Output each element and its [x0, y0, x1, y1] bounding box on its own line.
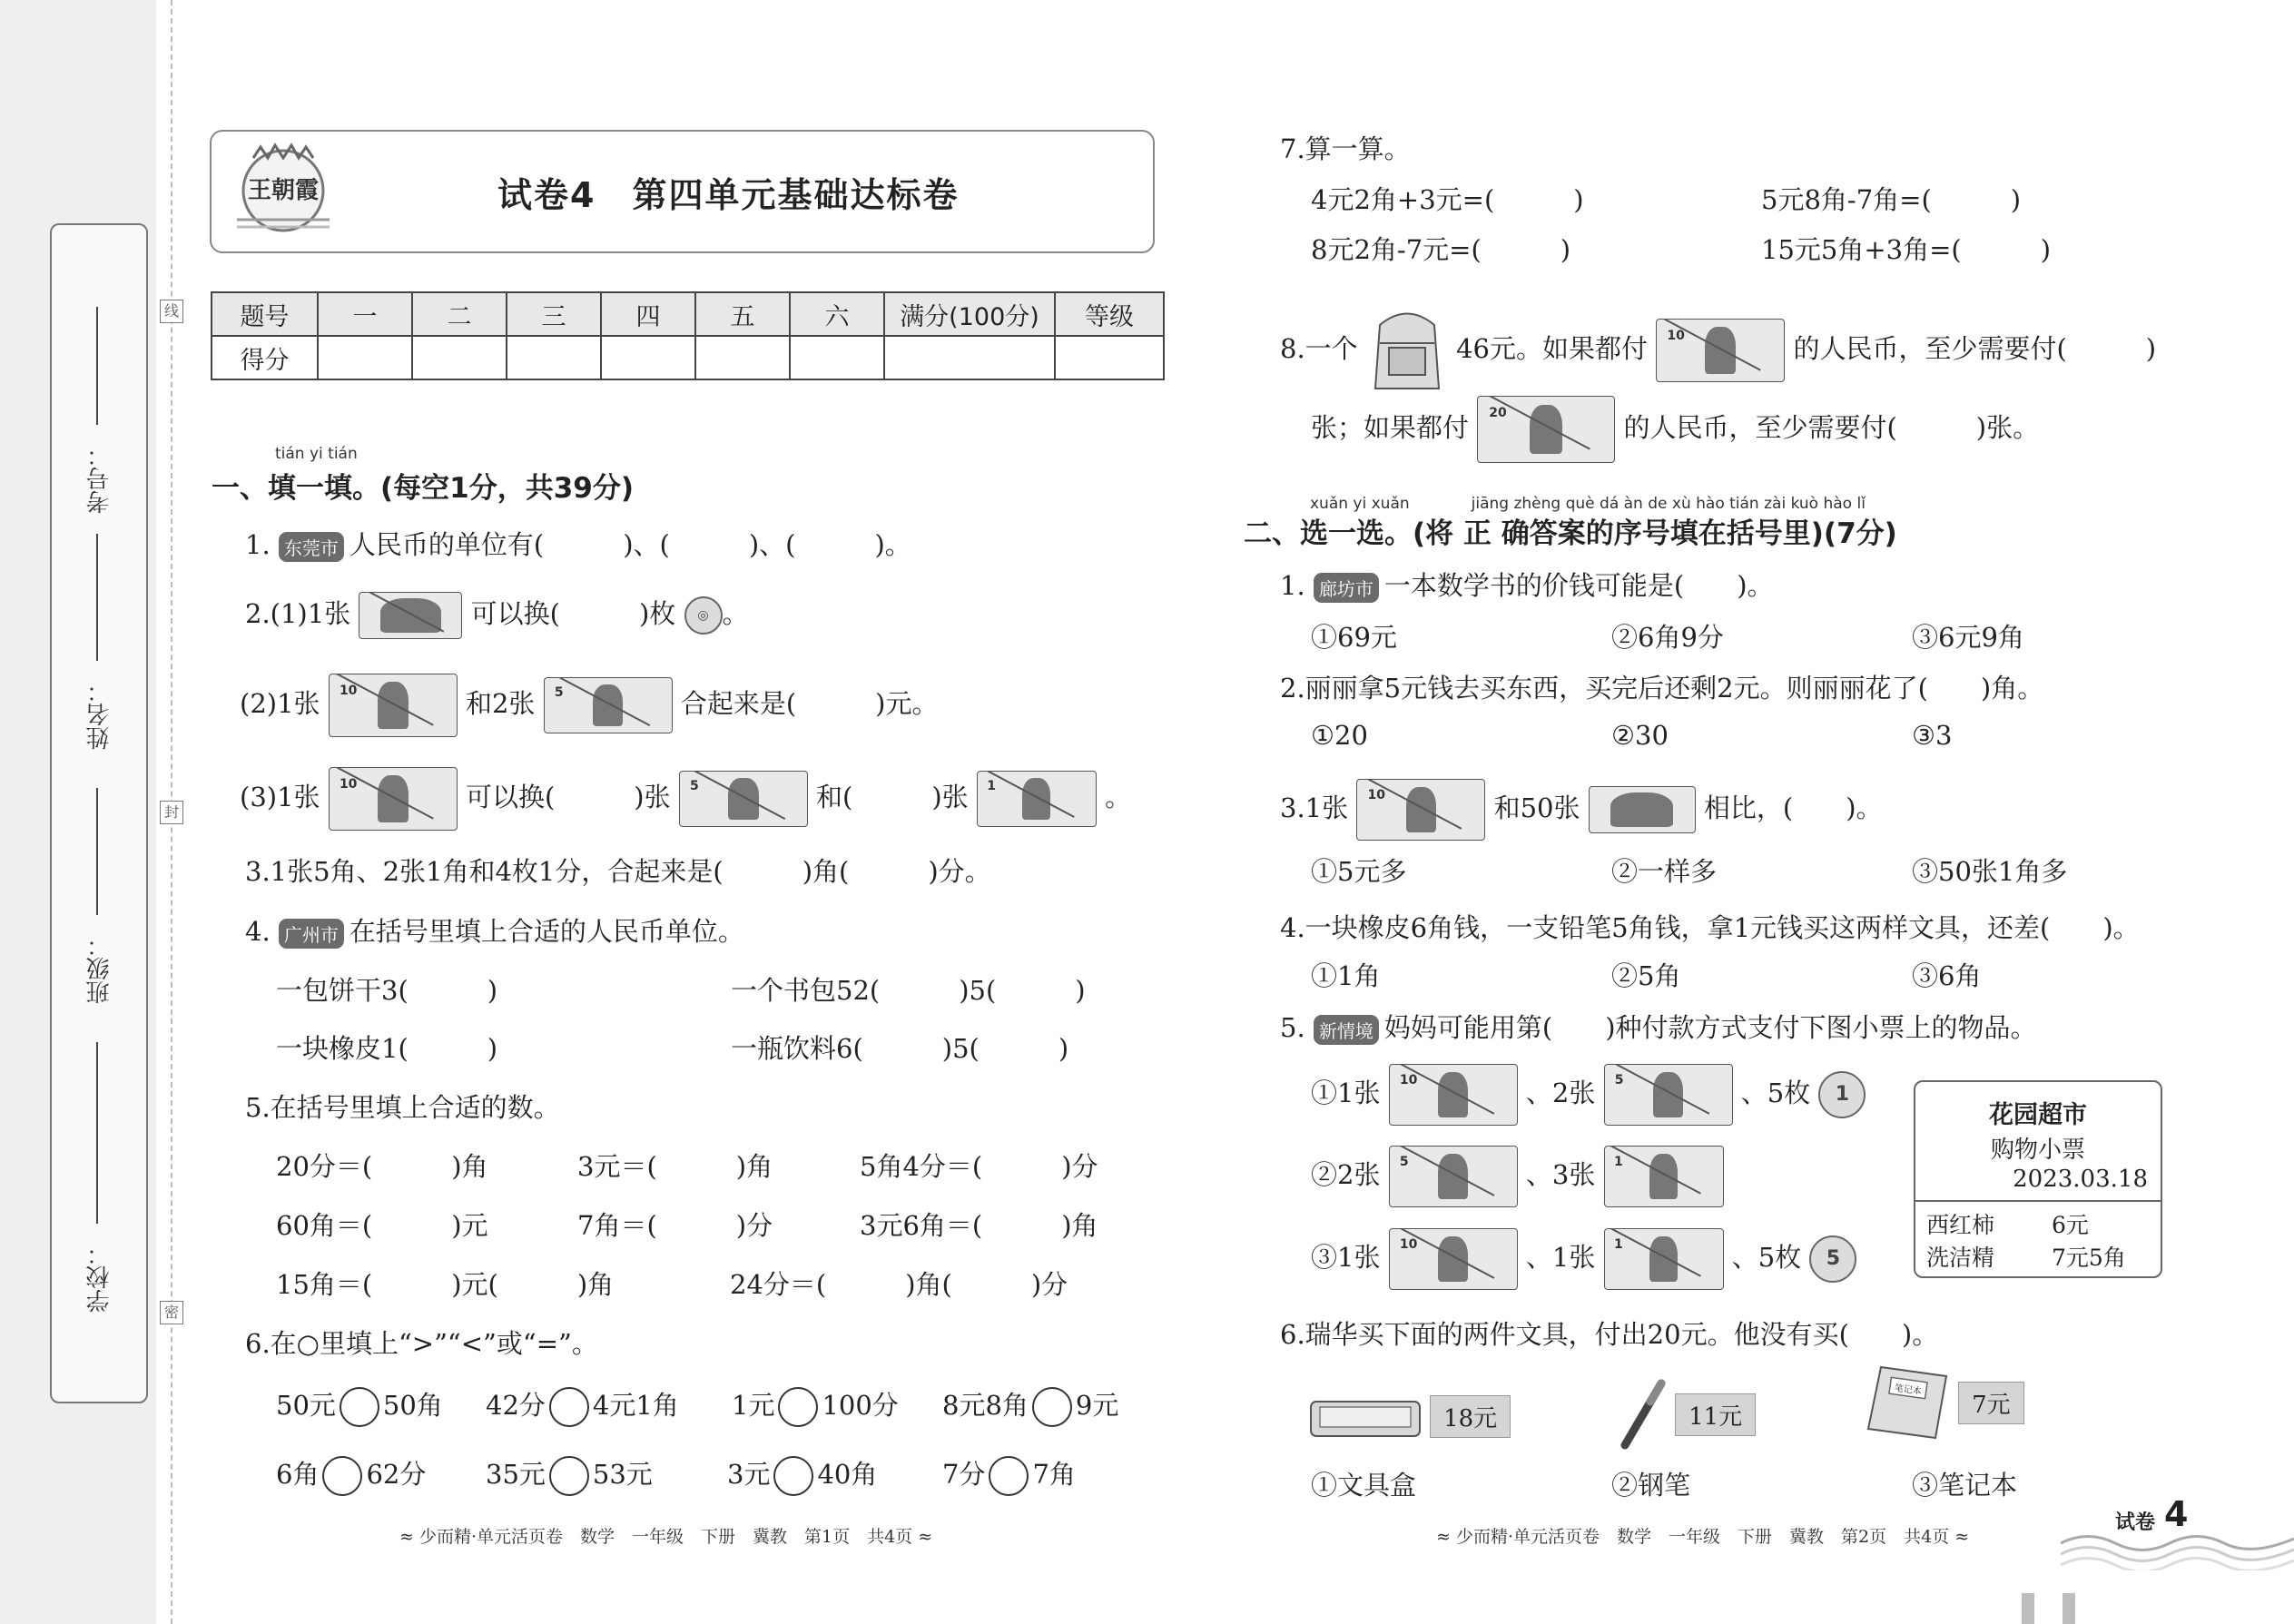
name-line: [96, 534, 98, 661]
cell-3: 三: [507, 292, 601, 336]
q2-3-b: 可以换( )张: [465, 782, 671, 812]
choice-1: 1. 廊坊市 一本数学书的价钱可能是( )。: [1280, 570, 1774, 601]
footer-right: ≈ 少而精·单元活页卷 数学 一年级 下册 冀教 第2页 共4页 ≈: [1436, 1527, 1970, 1547]
price-tag-18: 18元: [1430, 1395, 1511, 1438]
number-label: 考号：: [86, 443, 113, 514]
q2-1-a: 2.(1)1张: [245, 598, 351, 629]
banknote-1yuan: 1: [1604, 1146, 1724, 1207]
q2-3-d: 。: [1105, 782, 1132, 812]
pen-icon: [1616, 1378, 1670, 1451]
bottom-bar-4: [2063, 1593, 2075, 1624]
q2-1-c: 。: [722, 598, 749, 629]
question-2-2: [240, 674, 939, 737]
cell-1: 一: [318, 292, 412, 336]
q5-r3-2: 24分＝( )角( )分: [730, 1269, 1068, 1300]
q6-r1-3: 1元 100分: [732, 1385, 899, 1427]
price-tag-7: 7元: [1958, 1382, 2024, 1424]
score-input-full[interactable]: [884, 336, 1055, 379]
compare-circle[interactable]: [773, 1456, 813, 1496]
cell-label: 题号: [212, 292, 318, 336]
notebook-icon: [1863, 1362, 1954, 1443]
q5-r1-2: 3元＝( )角: [577, 1151, 773, 1182]
score-input-3[interactable]: [507, 336, 601, 379]
compare-circle[interactable]: [549, 1456, 589, 1496]
receipt-store: 花园超市: [1989, 1101, 2087, 1129]
bottom-bar-3: [2022, 1593, 2034, 1624]
cell-grade: 等级: [1055, 292, 1164, 336]
q6-r2-4: 7分 7角: [942, 1454, 1076, 1496]
choice-6: 6.瑞华买下面的两件文具，付出20元。他没有买( )。: [1280, 1319, 1939, 1350]
q5-r2-3: 3元6角＝( )角: [860, 1210, 1098, 1241]
publisher-logo: [228, 138, 339, 240]
c5-opt-1: ①1张 10 、2张 5 、5枚 1: [1311, 1064, 1866, 1126]
q4-item-4: 一瓶饮料6( )5( ): [731, 1033, 1069, 1064]
banknote-10yuan: 10: [1656, 319, 1785, 382]
q6-r1-2: 42分 4元1角: [486, 1385, 679, 1427]
pencil-case-icon: [1307, 1389, 1425, 1443]
section2-title: 二、选一选。(将 正 确答案的序号填在括号里)(7分): [1244, 517, 1897, 550]
bind-mark-seal: 封: [160, 801, 183, 824]
q8-a: 8.一个: [1280, 333, 1358, 364]
compare-circle[interactable]: [989, 1456, 1029, 1496]
notebook-item: [1863, 1362, 2024, 1443]
banknote-5yuan: 5: [679, 771, 808, 827]
footer-left: ≈ 少而精·单元活页卷 数学 一年级 下册 冀教 第1页 共4页 ≈: [399, 1527, 933, 1547]
banknote-10yuan: 10: [329, 767, 458, 831]
c5-opt-2: ②2张 5 、3张 1: [1311, 1146, 1724, 1207]
choice-1-text: 一本数学书的价钱可能是( )。: [1383, 570, 1774, 601]
q4-item-2: 一个书包52( )5( ): [731, 975, 1086, 1006]
choice-4: 4.一块橡皮6角钱，一支铅笔5角钱，拿1元钱买这两样文具，还差( )。: [1280, 912, 2140, 943]
c3-a: 3.1张: [1280, 792, 1349, 823]
c3-c: 相比，( )。: [1703, 792, 1883, 823]
c1-opt-3: ③6元9角: [1912, 622, 2024, 653]
banknote-10yuan: 10: [1356, 779, 1485, 841]
cell-6: 六: [790, 292, 884, 336]
choice-3: [1280, 779, 1883, 841]
q4-item-1: 一包饼干3( ): [276, 975, 498, 1006]
banknote-1jiao: [1589, 786, 1696, 833]
q6-r1-1: 50元 50角: [276, 1385, 443, 1427]
question-7: 7.算一算。: [1280, 133, 1411, 164]
c3-opt-1: ①5元多: [1311, 856, 1407, 887]
score-input-grade[interactable]: [1055, 336, 1164, 379]
cell-2: 二: [412, 292, 507, 336]
pencil-case-item: [1307, 1389, 1511, 1443]
c6-opt-1: ①文具盒: [1311, 1470, 1417, 1501]
c2-opt-3: ③3: [1912, 720, 1953, 751]
banknote-5yuan: 5: [1389, 1146, 1518, 1207]
q5-r2-1: 60角＝( )元: [276, 1210, 488, 1241]
question-6: 6.在○里填上“>”“<”或“=”。: [245, 1328, 598, 1359]
score-input-6[interactable]: [790, 336, 884, 379]
q6-r2-2: 35元 53元: [486, 1454, 653, 1496]
score-input-5[interactable]: [695, 336, 790, 379]
cell-full: 满分(100分): [884, 292, 1055, 336]
score-input-1[interactable]: [318, 336, 412, 379]
q2-3-c: 和( )张: [816, 782, 969, 812]
q4-item-3: 一块橡皮1( ): [276, 1033, 498, 1064]
notebook-label: 笔记本: [1894, 1383, 1923, 1398]
school-label: 学校：: [86, 1242, 113, 1313]
page-title: 试卷4 第四单元基础达标卷: [497, 175, 960, 215]
q5-r1-1: 20分＝( )角: [276, 1151, 488, 1182]
banknote-1yuan: 1: [1604, 1228, 1724, 1290]
choice-5-text: 妈妈可能用第( )种付款方式支付下图小票上的物品。: [1383, 1012, 2037, 1043]
q6-r1-4: 8元8角 9元: [942, 1385, 1118, 1427]
q8-e: 的人民币，至少需要付( )张。: [1623, 412, 2040, 443]
question-3: 3.1张5角、2张1角和4枚1分，合起来是( )角( )分。: [245, 856, 991, 887]
q8-d: 张；如果都付: [1311, 412, 1470, 443]
choice-5: 5. 新情境 妈妈可能用第( )种付款方式支付下图小票上的物品。: [1280, 1012, 2037, 1043]
coin-5jiao-icon: 5: [1809, 1235, 1856, 1283]
student-info-panel: [50, 223, 148, 1403]
q2-2-a: (2)1张: [240, 688, 320, 719]
q7-item-2: 5元8角-7角=( ): [1761, 184, 2022, 215]
c4-opt-2: ②5角: [1611, 960, 1681, 991]
question-8-line2: [1311, 396, 2039, 463]
shopping-receipt: [1914, 1080, 2162, 1278]
region-tag: 广州市: [279, 919, 344, 949]
q2-2-b: 和2张: [465, 688, 536, 719]
q7-item-1: 4元2角+3元=( ): [1311, 184, 1584, 215]
receipt-divider: [1915, 1200, 2161, 1202]
region-tag: 东莞市: [279, 532, 344, 562]
coin-icon: ◎: [684, 596, 723, 635]
cell-4: 四: [601, 292, 695, 336]
c5-opt-3: ③1张 10 、1张 1 、5枚 5: [1311, 1228, 1856, 1290]
compare-circle[interactable]: [340, 1387, 379, 1427]
c6-opt-3: ③笔记本: [1912, 1470, 2018, 1501]
q5-r1-3: 5角4分＝( )分: [860, 1151, 1098, 1182]
class-line: [96, 788, 98, 915]
number-line: [96, 307, 98, 425]
c3-opt-3: ③50张1角多: [1912, 856, 2068, 887]
c3-b: 和50张: [1493, 792, 1580, 823]
score-table: [211, 291, 1165, 380]
q6-r2-1: 6角 62分: [276, 1454, 426, 1496]
compare-circle[interactable]: [322, 1456, 362, 1496]
class-label: 班级：: [86, 933, 113, 1004]
q2-2-c: 合起来是( )元。: [680, 688, 939, 719]
pen-item: [1616, 1378, 1756, 1451]
scenario-tag: 新情境: [1314, 1015, 1379, 1045]
logo-text: 王朝霞: [247, 177, 320, 204]
q2-3-a: (3)1张: [240, 782, 320, 812]
q7-item-3: 8元2角-7元=( ): [1311, 234, 1571, 265]
score-input-4[interactable]: [601, 336, 695, 379]
backpack-icon: [1366, 307, 1448, 394]
banknote-20yuan: 20: [1477, 396, 1615, 463]
q2-1-b: 可以换( )枚: [470, 598, 676, 629]
price-tag-11: 11元: [1675, 1393, 1756, 1436]
banknote-10yuan-old: [359, 592, 462, 639]
c4-opt-1: ①1角: [1311, 960, 1381, 991]
question-5: 5.在括号里填上合适的数。: [245, 1092, 560, 1123]
receipt-subtitle: 购物小票: [1990, 1137, 2085, 1164]
receipt-item-2-name: 洗洁精: [1926, 1245, 1995, 1271]
banknote-1yuan: 1: [977, 771, 1097, 827]
question-1: 1. 东莞市 人民币的单位有( )、( )、( )。: [245, 529, 911, 560]
receipt-item-2-price: 7元5角: [2052, 1245, 2126, 1271]
school-line: [96, 1042, 98, 1224]
cell-score-label: 得分: [212, 336, 318, 379]
q8-b: 46元。如果都付: [1456, 333, 1649, 364]
q8-c: 的人民币，至少需要付( ): [1793, 333, 2157, 364]
cell-5: 五: [695, 292, 790, 336]
question-1-text: 人民币的单位有( )、( )、( )。: [349, 529, 911, 560]
banknote-10yuan: 10: [1389, 1228, 1518, 1290]
q5-r3-1: 15角＝( )元( )角: [276, 1269, 615, 1300]
c2-opt-2: ②30: [1611, 720, 1669, 751]
section1-pinyin: tián yi tián: [275, 445, 358, 463]
c1-opt-1: ①69元: [1311, 622, 1397, 653]
c3-opt-2: ②一样多: [1611, 856, 1718, 887]
banknote-5yuan: 5: [1604, 1064, 1733, 1126]
question-2-1: [245, 592, 749, 639]
c2-opt-1: ①20: [1311, 720, 1368, 751]
score-input-2[interactable]: [412, 336, 507, 379]
section2-pinyin: xuǎn yi xuǎn jiāng zhèng què dá àn de xù hào tián zài kuò hào lǐ: [1310, 495, 1866, 513]
c1-opt-2: ②6角9分: [1611, 622, 1724, 653]
banknote-10yuan: 10: [1389, 1064, 1518, 1126]
compare-circle[interactable]: [778, 1387, 818, 1427]
q7-item-4: 15元5角+3角=( ): [1761, 234, 2052, 265]
bind-mark-line: 线: [160, 300, 183, 323]
compare-circle[interactable]: [1032, 1387, 1072, 1427]
region-tag: 廊坊市: [1314, 573, 1379, 603]
name-label: 姓名：: [86, 679, 113, 750]
receipt-item-1-name: 西红柿: [1926, 1212, 1995, 1238]
q5-r2-2: 7角＝( )分: [577, 1210, 773, 1241]
choice-2: 2.丽丽拿5元钱去买东西，买完后还剩2元。则丽丽花了( )角。: [1280, 673, 2044, 704]
q6-r2-3: 3元 40角: [727, 1454, 877, 1496]
receipt-item-1-price: 6元: [2052, 1212, 2089, 1238]
bind-mark-close: 密: [160, 1301, 183, 1324]
receipt-date: 2023.03.18: [2013, 1166, 2148, 1193]
badge-number: 4: [2164, 1494, 2189, 1534]
question-4: 4. 广州市 在括号里填上合适的人民币单位。: [245, 916, 744, 947]
question-8-line1: [1280, 307, 2156, 394]
banknote-5yuan: 5: [544, 677, 673, 733]
coin-1yuan-icon: 1: [1818, 1071, 1866, 1118]
c6-opt-2: ②钢笔: [1611, 1470, 1691, 1501]
question-2-3: [240, 767, 1131, 831]
banknote-10yuan: 10: [329, 674, 458, 737]
section1-title: 一、填一填。(每空1分，共39分): [212, 472, 635, 505]
badge-label: 试卷: [2115, 1511, 2156, 1534]
question-4-text: 在括号里填上合适的人民币单位。: [349, 916, 744, 947]
compare-circle[interactable]: [549, 1387, 589, 1427]
c4-opt-3: ③6角: [1912, 960, 1982, 991]
